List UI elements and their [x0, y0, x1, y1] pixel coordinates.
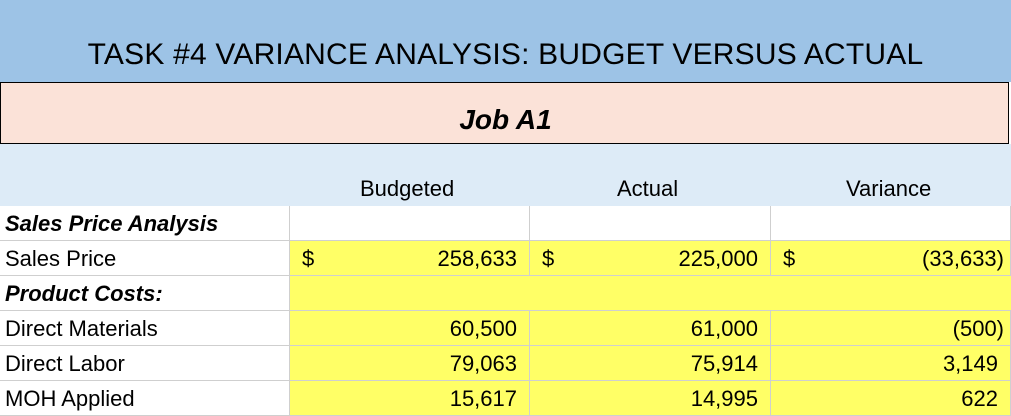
- table-cell[interactable]: [290, 206, 530, 241]
- table-cell[interactable]: [771, 346, 1011, 381]
- table-cell[interactable]: [530, 206, 771, 241]
- variance-value: 3,149: [942, 351, 998, 376]
- currency-symbol: $: [302, 246, 315, 271]
- table-cell[interactable]: [771, 206, 1011, 241]
- table-cell[interactable]: [290, 346, 530, 381]
- job-name: Job A1: [459, 104, 552, 135]
- table-cell[interactable]: [290, 311, 530, 346]
- actual-value: 61,000: [690, 316, 758, 341]
- column-header-budgeted[interactable]: Budgeted: [360, 176, 455, 201]
- actual-value: 14,995: [690, 386, 758, 411]
- table-cell[interactable]: [290, 381, 530, 416]
- table-row[interactable]: [0, 381, 290, 416]
- variance-value: (500): [952, 316, 1004, 341]
- table-cell[interactable]: [530, 346, 771, 381]
- actual-value: 225,000: [678, 246, 758, 271]
- currency-symbol: $: [783, 246, 796, 271]
- variance-value: (33,633): [922, 246, 1004, 271]
- variance-value: 622: [961, 386, 998, 411]
- table-cell[interactable]: [530, 311, 771, 346]
- budgeted-value: 15,617: [449, 386, 517, 411]
- table-row[interactable]: [0, 206, 290, 241]
- currency-symbol: $: [542, 246, 555, 271]
- column-header-variance[interactable]: Variance: [846, 176, 932, 201]
- table-row[interactable]: [0, 346, 290, 381]
- row-label: Sales Price Analysis: [5, 211, 219, 236]
- table-cell[interactable]: [771, 311, 1011, 346]
- row-label: Sales Price: [5, 246, 117, 271]
- row-label: Product Costs:: [5, 281, 163, 306]
- table-cell[interactable]: [771, 381, 1011, 416]
- table-cell[interactable]: [771, 241, 1011, 276]
- row-label: MOH Applied: [5, 386, 135, 411]
- row-label: Direct Materials: [5, 316, 158, 341]
- budgeted-value: 258,633: [437, 246, 517, 271]
- table-row[interactable]: [0, 241, 290, 276]
- column-header-actual[interactable]: Actual: [617, 176, 679, 201]
- budgeted-value: 79,063: [449, 351, 517, 376]
- table-cell[interactable]: [290, 241, 530, 276]
- sheet-title: TASK #4 VARIANCE ANALYSIS: BUDGET VERSUS ACTUAL: [87, 38, 924, 71]
- actual-value: 75,914: [690, 351, 758, 376]
- table-cell[interactable]: [530, 381, 771, 416]
- table-row[interactable]: [0, 311, 290, 346]
- row-label: Direct Labor: [5, 351, 125, 376]
- table-cell[interactable]: [530, 241, 771, 276]
- table-cell[interactable]: [290, 276, 1011, 311]
- budgeted-value: 60,500: [449, 316, 517, 341]
- table-row[interactable]: [0, 276, 290, 311]
